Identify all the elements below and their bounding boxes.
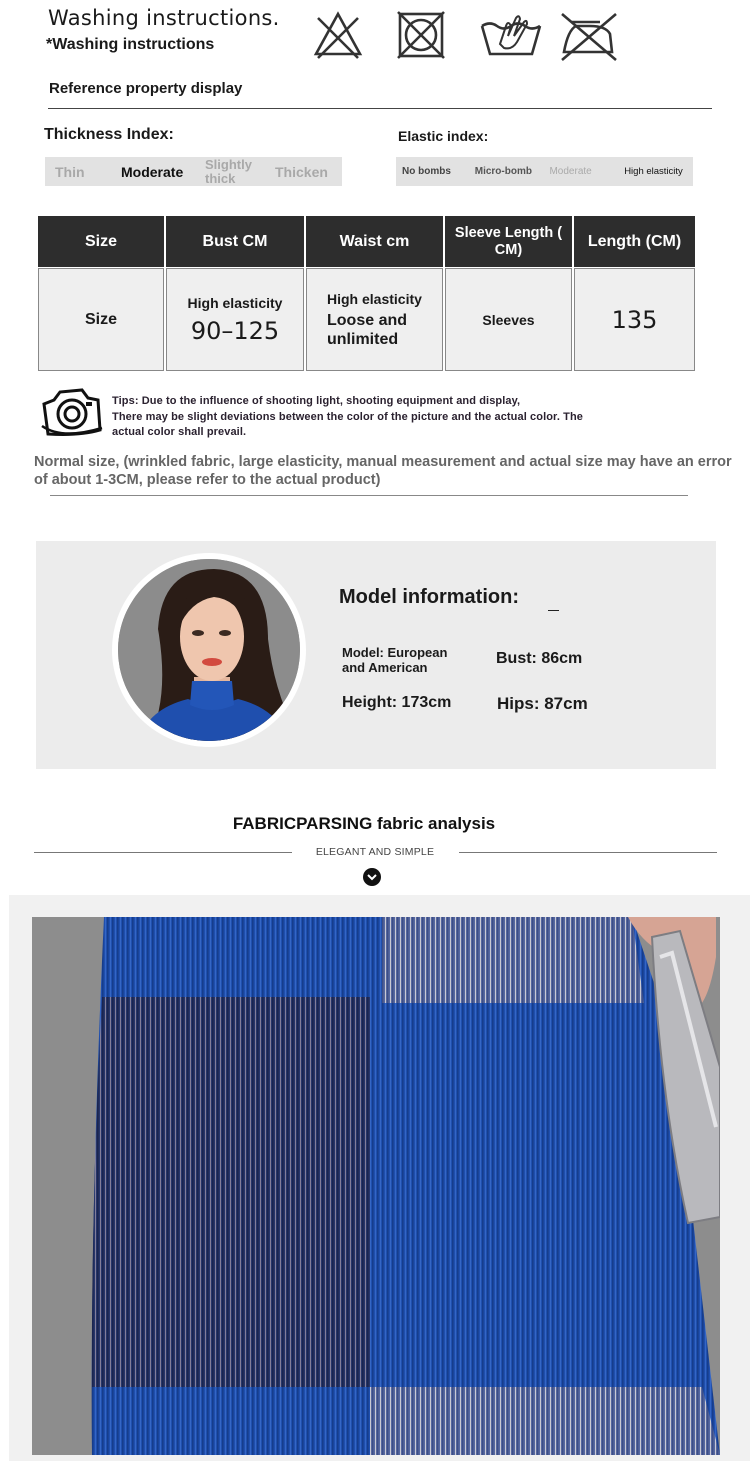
tips-line-1: Tips: Due to the influence of shooting light, shooting equipment and display,	[112, 395, 521, 407]
bust-value: 90–125	[190, 316, 280, 345]
waist-note: High elasticity	[327, 290, 422, 307]
washing-icons	[310, 8, 630, 64]
model-photo	[118, 559, 300, 741]
size-table	[38, 216, 696, 372]
washing-title: Washing instructions.	[48, 6, 280, 30]
divider	[48, 108, 712, 109]
elastic-option-moderate: Moderate	[549, 166, 592, 177]
chevron-down-icon	[363, 868, 381, 886]
waist-value: Loose and unlimited	[327, 311, 408, 348]
table-cell-bust	[166, 268, 304, 371]
size-value: Size	[84, 311, 117, 328]
no-bleach-icon	[316, 14, 360, 58]
camera-icon	[40, 386, 104, 440]
normal-size-note: Normal size, (wrinkled fabric, large elasticity, manual measurement and actual size may have an error of about 1-3CM, please refer to the actual product)	[34, 454, 732, 488]
elastic-option-high-elasticity: High elasticity	[624, 166, 683, 177]
no-iron-icon	[562, 14, 616, 60]
table-cell-length	[574, 268, 695, 371]
length-value: 135	[611, 305, 658, 334]
thickness-option-moderate: Moderate	[121, 163, 184, 180]
table-header-bust: Bust CM	[166, 216, 304, 267]
tips-text	[112, 394, 592, 441]
thickness-option-slightly-thick: Slightly thick	[205, 156, 252, 186]
model-bust: Bust: 86cm	[496, 650, 583, 667]
elastic-option-micro-bomb: Micro-bomb	[474, 166, 532, 177]
divider	[548, 610, 559, 611]
thickness-scale	[45, 157, 342, 186]
fabric-photo	[32, 917, 720, 1455]
washing-subtitle: *Washing instructions	[46, 36, 215, 53]
elastic-option-no-bombs: No bombs	[402, 166, 451, 177]
thickness-label: Thickness Index:	[44, 126, 174, 143]
sleeve-value: Sleeves	[482, 311, 535, 328]
reference-title: Reference property display	[49, 80, 243, 97]
model-info-title: Model information:	[339, 586, 519, 608]
table-cell-size	[38, 268, 164, 371]
divider	[459, 852, 717, 853]
elastic-label: Elastic index:	[398, 128, 489, 144]
fabric-subtitle: ELEGANT AND SIMPLE	[315, 846, 435, 858]
tips-line-2: There may be slight deviations between the color of the picture and the actual color. The actual color shall prevail.	[112, 410, 583, 438]
model-origin: Model: European and American	[342, 645, 448, 675]
hand-wash-icon	[482, 16, 540, 54]
bust-note: High elasticity	[187, 294, 283, 311]
elastic-scale	[396, 157, 693, 186]
table-header-size: Size	[38, 216, 164, 267]
avatar	[112, 553, 306, 747]
model-hips: Hips: 87cm	[497, 694, 588, 713]
table-header-sleeve: Sleeve Length ( CM)	[445, 216, 572, 267]
thickness-option-thin: Thin	[55, 163, 85, 180]
thickness-option-thicken: Thicken	[275, 163, 328, 180]
model-height: Height: 173cm	[342, 694, 452, 711]
table-cell-sleeve	[445, 268, 572, 371]
divider	[34, 852, 292, 853]
table-header-length: Length (CM)	[574, 216, 695, 267]
table-cell-waist	[306, 268, 443, 371]
table-header-waist: Waist cm	[306, 216, 443, 267]
no-tumble-dry-icon	[398, 12, 444, 58]
fabric-title: FABRICPARSING fabric analysis	[232, 814, 496, 833]
divider	[50, 495, 688, 496]
